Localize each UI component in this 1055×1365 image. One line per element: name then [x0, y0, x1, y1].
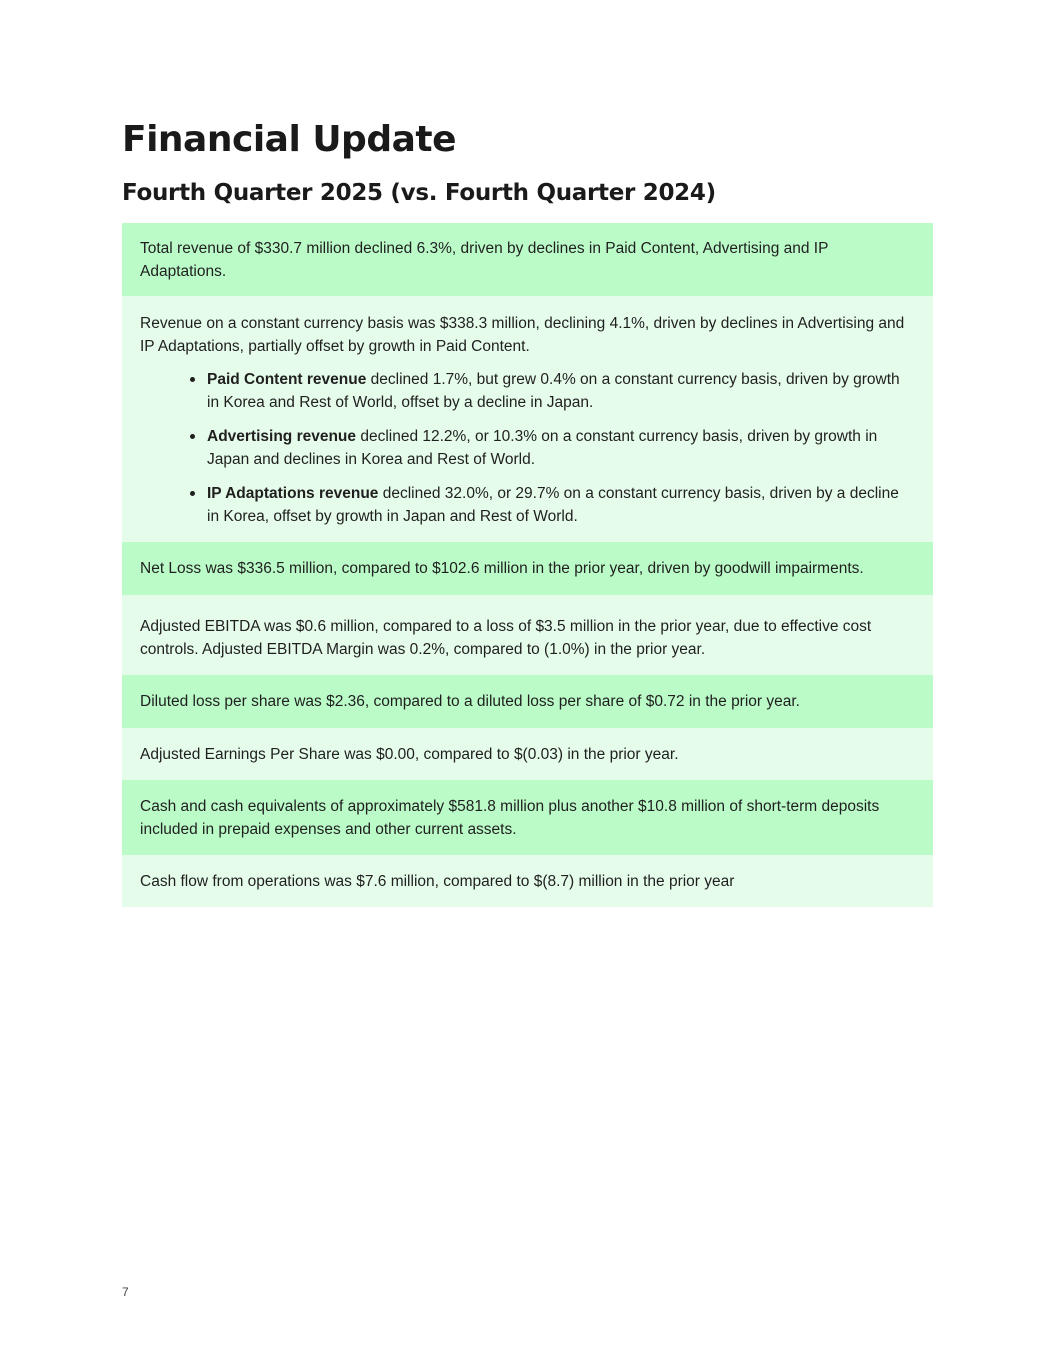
page-subtitle: Fourth Quarter 2025 (vs. Fourth Quarter 2024)	[122, 180, 716, 206]
page-title: Financial Update	[122, 119, 457, 160]
highlight-adjusted-ebitda	[122, 595, 933, 675]
list-item	[207, 368, 915, 414]
highlight-text: Cash and cash equivalents of approximately $581.8 million plus another $10.8 million of short-term deposits included in prepaid expenses and other current assets.	[140, 798, 880, 838]
highlights-list	[122, 223, 933, 907]
highlight-adjusted-eps	[122, 728, 933, 780]
highlight-cash	[122, 780, 933, 855]
highlight-text: Diluted loss per share was $2.36, compared to a diluted loss per share of $0.72 in the prior year.	[140, 693, 800, 710]
bullet-label: IP Adaptations revenue	[207, 485, 379, 502]
revenue-breakdown-list	[140, 368, 915, 528]
highlight-text: Total revenue of $330.7 million declined 6.3%, driven by declines in Paid Content, Advertising and IP Adaptations.	[140, 240, 829, 280]
highlight-net-loss	[122, 542, 933, 595]
highlight-constant-currency-revenue	[122, 296, 933, 542]
bullet-label: Paid Content revenue	[207, 371, 367, 388]
bullet-label: Advertising revenue	[207, 428, 357, 445]
list-item	[207, 425, 915, 471]
highlight-diluted-loss-per-share	[122, 675, 933, 728]
bullet-text: declined 12.2%, or 10.3% on a constant currency basis, driven by growth in Japan and declines in Korea and Rest of World.	[207, 428, 878, 468]
list-item	[207, 482, 915, 528]
bullet-text: declined 32.0%, or 29.7% on a constant currency basis, driven by a decline in Korea, offset by growth in Japan and Rest of World.	[207, 485, 899, 525]
highlight-text: Revenue on a constant currency basis was $338.3 million, declining 4.1%, driven by declines in Advertising and IP Adaptations, partially offset by growth in Paid Content.	[140, 315, 905, 355]
bullet-text: declined 1.7%, but grew 0.4% on a constant currency basis, driven by growth in Korea and Rest of World, offset by a decline in Japan.	[207, 371, 900, 411]
highlight-text: Net Loss was $336.5 million, compared to $102.6 million in the prior year, driven by goodwill impairments.	[140, 560, 864, 577]
highlight-total-revenue	[122, 223, 933, 296]
highlight-text: Adjusted Earnings Per Share was $0.00, compared to $(0.03) in the prior year.	[140, 746, 679, 763]
highlight-text: Cash flow from operations was $7.6 million, compared to $(8.7) million in the prior year	[140, 873, 735, 890]
highlight-text: Adjusted EBITDA was $0.6 million, compared to a loss of $3.5 million in the prior year, due to effective cost controls. Adjusted EBITDA Margin was 0.2%, compared to (1.0%) in the prior year.	[140, 618, 872, 658]
highlight-cash-flow	[122, 855, 933, 907]
page-number: 7	[122, 1285, 129, 1299]
